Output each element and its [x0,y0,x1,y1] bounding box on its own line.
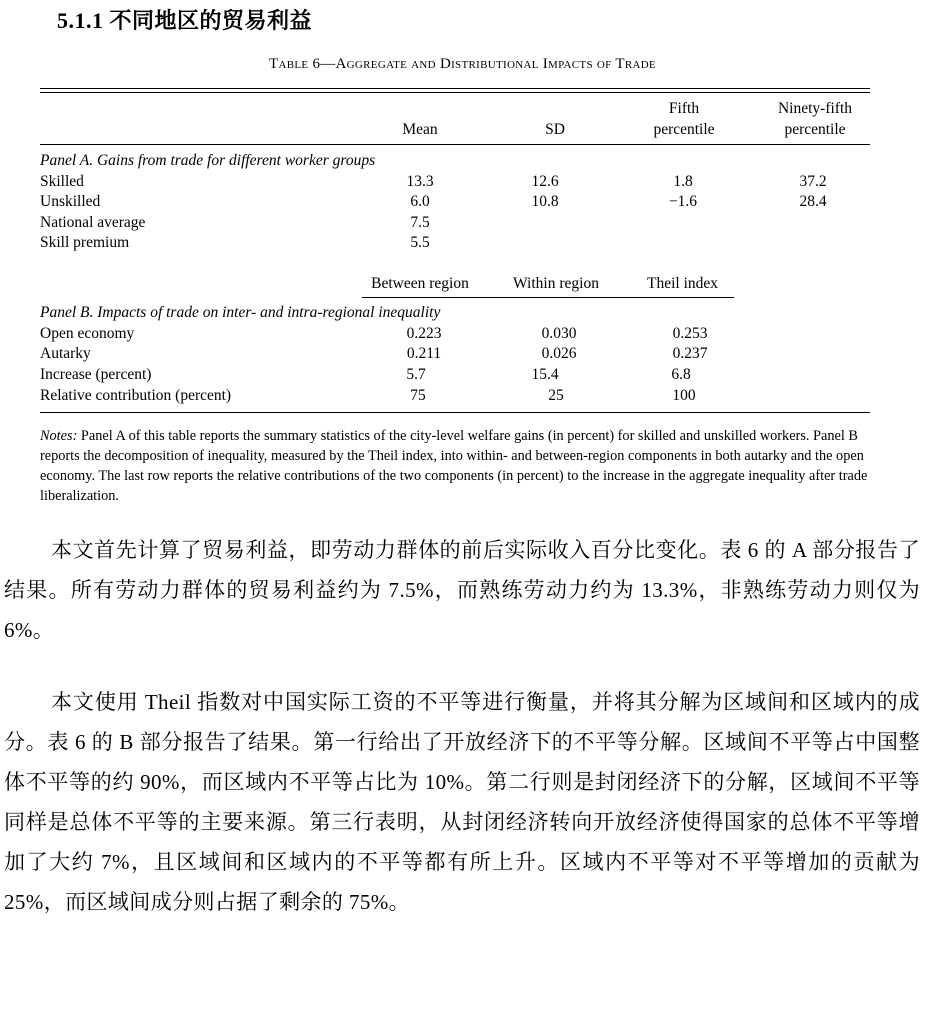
cell-mean: 7.5 [410,214,430,231]
row-label: Open economy [40,325,135,342]
paragraph: 本文首先计算了贸易利益，即劳动力群体的前后实际收入百分比变化。表 6 的 A 部分报告了结果。所有劳动力群体的贸易利益约为 7.5%，而熟练劳动力约为 13.3%，非熟练劳动力则仅为 6%。 [4,538,920,642]
header-p5-line2: percentile [653,121,715,138]
header-between: Between region [371,275,469,292]
header-p95-line1: Ninety-fifth [777,100,853,117]
row-label: Skill premium [40,234,130,251]
header-theil: Theil index [646,275,719,292]
cell-within: 0.030 [541,325,577,342]
cell-theil: 100 [672,387,696,404]
panel-a-title: Panel A. Gains from trade for different worker groups [40,152,376,169]
cell-within: 15.4 [531,366,559,383]
panel-b-title: Panel B. Impacts of trade on inter- and intra-regional inequality [40,304,441,321]
cell-between: 0.223 [406,325,442,342]
row-label: Relative contribution (percent) [40,387,232,404]
row-label: National average [40,214,146,231]
table-top-rule [40,88,870,89]
cell-within: 25 [548,387,564,404]
cell-between: 5.7 [406,366,426,383]
row-label: Autarky [40,345,91,362]
table-top-rule-2 [40,92,870,93]
notes-label: Notes: [40,428,78,444]
table-notes [40,426,875,506]
header-sd: SD [545,121,565,138]
notes-text: Panel A of this table reports the summary statistics of the city-level welfare gains (in percent) for skilled and unskilled workers. Panel B reports the decomposition of inequality, measured by the Theil index, into within- and between-region components in both autarky and the open economy. The last row reports the relative contributions of the two components (in percent) to the increase in the aggregate inequality after trade liberalization. [40,428,868,504]
table-caption: Table 6—Aggregate and Distributional Impacts of Trade [269,56,656,72]
cell-mean: 6.0 [410,193,430,210]
header-within: Within region [513,275,599,292]
cell-between: 75 [410,387,426,404]
cell-between: 0.211 [406,345,442,362]
cell-p95: 37.2 [799,173,827,190]
cell-p95: 28.4 [799,193,827,210]
paragraph: 本文使用 Theil 指数对中国实际工资的不平等进行衡量，并将其分解为区域间和区域内的成分。表 6 的 B 部分报告了结果。第一行给出了开放经济下的不平等分解。区域间不平等占中国整体不平等的约 90%，而区域内不平等占比为 10%。第二行则是封闭经济下的分解，区域间不平等同样是总体不平等的主要来源。第三行表明，从封闭经济转向开放经济使得国家的总体不平等增加了大约 7%，且区域间和区域内的不平等都有所上升。区域内不平等对不平等增加的贡献为 25%，而区域间成分则占据了剩余的 75%。 [4,690,920,914]
cell-sd: 12.6 [531,173,559,190]
table-bottom-rule [40,412,870,413]
header-mean: Mean [402,121,438,138]
header-p5-line1: Fifth [668,100,700,117]
header-p95-line2: percentile [784,121,846,138]
cell-within: 0.026 [541,345,577,362]
cell-mean: 13.3 [406,173,434,190]
cell-theil: 0.237 [672,345,708,362]
cell-p5: 1.8 [673,173,693,190]
panel-b-header-rule [362,297,734,298]
cell-theil: 6.8 [671,366,691,383]
section-title: 5.1.1 不同地区的贸易利益 [57,8,313,33]
cell-theil: 0.253 [672,325,708,342]
cell-sd: 10.8 [531,193,559,210]
cell-mean: 5.5 [410,234,430,251]
row-label: Skilled [40,173,84,190]
cell-p5: −1.6 [668,193,698,210]
row-label: Unskilled [40,193,101,210]
row-label: Increase (percent) [40,366,152,383]
panel-a-header-rule [40,144,870,145]
